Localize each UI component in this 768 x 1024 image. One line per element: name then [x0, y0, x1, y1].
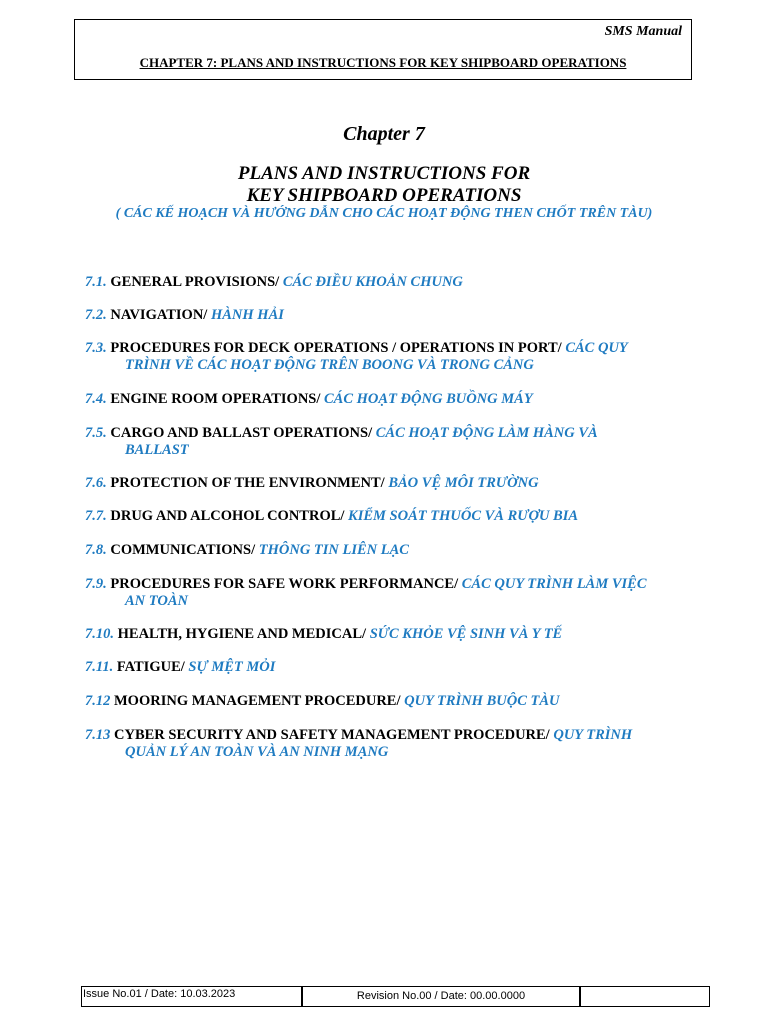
toc-title-vi: SỨC KHỎE VỆ SINH VÀ Y TẾ: [369, 626, 563, 642]
toc-item-7-4: [85, 391, 697, 408]
toc-number: 7.4.: [85, 391, 107, 407]
chapter-subtitle-vi: ( CÁC KẾ HOẠCH VÀ HƯỚNG DẪN CHO CÁC HOẠT ĐỘNG THEN CHỐT TRÊN TÀU): [115, 206, 653, 221]
toc-number: 7.2.: [85, 307, 107, 323]
toc-title-vi-continued: TRÌNH VỀ CÁC HOẠT ĐỘNG TRÊN BOONG VÀ TRONG CẢNG: [125, 357, 534, 373]
toc-title-en: PROCEDURES FOR SAFE WORK PERFORMANCE/: [110, 576, 459, 592]
toc-item-7-2: [85, 307, 697, 324]
toc-title-vi: CÁC HOẠT ĐỘNG BUỒNG MÁY: [324, 391, 533, 407]
toc-title-en: DRUG AND ALCOHOL CONTROL/: [110, 508, 345, 524]
toc-number: 7.5.: [85, 425, 107, 441]
chapter-title-line-1: PLANS AND INSTRUCTIONS FOR: [237, 163, 531, 184]
toc-title-vi: CÁC QUY: [565, 340, 628, 356]
toc-title-en: CARGO AND BALLAST OPERATIONS/: [110, 425, 373, 441]
footer-page: [581, 987, 709, 1006]
toc-title-en: COMMUNICATIONS/: [110, 542, 256, 558]
toc-title-en: CYBER SECURITY AND SAFETY MANAGEMENT PROCEDURE/: [114, 727, 550, 743]
toc-number: 7.3.: [85, 340, 107, 356]
toc-title-vi: BẢO VỆ MÔI TRƯỜNG: [388, 475, 539, 491]
footer-revision: Revision No.00 / Date: 00.00.0000: [303, 987, 581, 1006]
toc-title-vi: THÔNG TIN LIÊN LẠC: [258, 542, 409, 558]
toc-item-7-5: [85, 425, 697, 459]
page-footer: [81, 986, 710, 1007]
toc-title-en: GENERAL PROVISIONS/: [110, 274, 280, 290]
toc-title-vi: CÁC HOẠT ĐỘNG LÀM HÀNG VÀ: [375, 425, 598, 441]
manual-label: SMS Manual: [604, 24, 682, 39]
toc-number: 7.8.: [85, 542, 107, 558]
footer-issue: Issue No.01 / Date: 10.03.2023: [82, 987, 303, 1006]
header-chapter-heading: CHAPTER 7: PLANS AND INSTRUCTIONS FOR KEY SHIPBOARD OPERATIONS: [139, 55, 627, 70]
toc-number: 7.13: [85, 727, 111, 743]
toc-item-7-7: [85, 508, 697, 525]
toc-number: 7.9.: [85, 576, 107, 592]
toc-title-vi: CÁC QUY TRÌNH LÀM VIỆC: [461, 576, 647, 592]
toc-number: 7.11.: [85, 659, 114, 675]
toc-title-vi: QUY TRÌNH BUỘC TÀU: [404, 693, 560, 709]
toc-item-7-3: [85, 340, 697, 374]
toc-item-7-1: [85, 274, 697, 291]
toc-number: 7.10.: [85, 626, 114, 642]
toc-title-vi-continued: AN TOÀN: [125, 593, 188, 609]
toc-title-vi: QUY TRÌNH: [553, 727, 633, 743]
toc-item-7-13: [85, 727, 697, 761]
toc-title-en: MOORING MANAGEMENT PROCEDURE/: [114, 693, 401, 709]
toc-item-7-8: [85, 542, 697, 559]
toc-number: 7.12: [85, 693, 111, 709]
toc-title-vi-continued: QUẢN LÝ AN TOÀN VÀ AN NINH MẠNG: [125, 744, 389, 760]
toc-title-vi: KIỂM SOÁT THUỐC VÀ RƯỢU BIA: [348, 508, 579, 524]
toc-title-en: PROTECTION OF THE ENVIRONMENT/: [110, 475, 385, 491]
toc-number: 7.1.: [85, 274, 107, 290]
page-header: [74, 19, 692, 80]
toc-title-en: HEALTH, HYGIENE AND MEDICAL/: [117, 626, 367, 642]
toc-title-vi-continued: BALLAST: [125, 442, 189, 458]
toc-item-7-6: [85, 475, 697, 492]
toc-number: 7.7.: [85, 508, 107, 524]
toc-title-vi: HÀNH HẢI: [210, 307, 284, 323]
chapter-label: Chapter 7: [343, 123, 425, 145]
toc-item-7-9: [85, 576, 697, 610]
toc-title-en: ENGINE ROOM OPERATIONS/: [110, 391, 321, 407]
toc-item-7-10: [85, 626, 697, 643]
toc-item-7-12: [85, 693, 697, 710]
toc-title-en: FATIGUE/: [116, 659, 185, 675]
toc-item-7-11: [85, 659, 697, 676]
toc-title-vi: CÁC ĐIỀU KHOẢN CHUNG: [282, 274, 463, 290]
toc-title-en: PROCEDURES FOR DECK OPERATIONS / OPERATIONS IN PORT/: [110, 340, 562, 356]
toc-title-en: NAVIGATION/: [110, 307, 208, 323]
toc-title-vi: SỰ MỆT MỎI: [188, 659, 276, 675]
chapter-title-line-2: KEY SHIPBOARD OPERATIONS: [246, 185, 522, 206]
toc-number: 7.6.: [85, 475, 107, 491]
